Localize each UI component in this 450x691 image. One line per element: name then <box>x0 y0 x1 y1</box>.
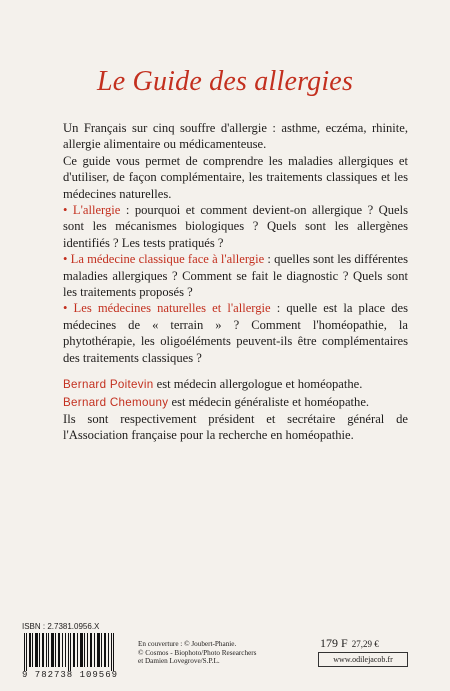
price-euros: 27,29 € <box>351 639 379 649</box>
credits-line-3: et Damien Lovegrove/S.P.L. <box>138 657 220 666</box>
intro-text-1: Un Français sur cinq souffre d'allergie : asthme, eczéma, rhinite, allergie alimentaire ou médicamenteuse. <box>63 121 408 152</box>
bullet-dot-icon: • <box>63 252 71 267</box>
cover-credits <box>138 640 288 666</box>
bullet-dot-icon: • <box>63 301 74 316</box>
footer <box>20 622 430 682</box>
author-1 <box>63 376 408 393</box>
intro-paragraph-2 <box>63 153 408 202</box>
intro-paragraph-1 <box>63 120 408 153</box>
price <box>320 636 379 651</box>
barcode-digits: 9 782738 109569 <box>22 670 119 680</box>
bullet-text-medecine-classique: : quelles sont les différentes maladies allergiques ? Comment se fait le diagnostic ? Quels sont les traitements proposés ? <box>63 252 408 300</box>
author-1-desc: est médecin allergologue et homéopathe. <box>153 377 363 392</box>
bullet-label-medecines-naturelles: Les médecines naturelles et l'allergie <box>73 301 271 316</box>
price-francs: 179 F <box>320 636 348 650</box>
credits-line-2: © Cosmos - Biophoto/Photo Researchers <box>138 648 257 657</box>
credits-line-1: En couverture : © Joubert-Phanie. <box>138 640 237 648</box>
bullet-label-allergie: L'allergie <box>72 203 121 218</box>
author-2-name: Bernard Chemouny <box>63 395 169 409</box>
publisher-url: www.odilejacob.fr <box>318 652 408 667</box>
bullet-medecine-classique <box>63 251 408 300</box>
author-2 <box>63 394 408 411</box>
author-2-desc: est médecin généraliste et homéopathe. <box>168 394 370 409</box>
bullet-allergie <box>63 202 408 251</box>
authors-section <box>63 376 408 444</box>
bullet-text-allergie: : pourquoi et comment devient-on allergique ? Quels sont les mécanismes biologiques ? Quels sont les allergènes identifiés ? Les tests pratiqués ? <box>63 203 409 250</box>
bullet-medecines-naturelles <box>63 300 408 366</box>
bullet-label-medecine-classique: La médecine classique face à l'allergie <box>70 252 265 267</box>
bullet-dot-icon: • <box>63 203 73 218</box>
description <box>63 120 408 444</box>
barcode-icon <box>22 633 117 671</box>
authors-roles: Ils sont respectivement président et secrétaire général de l'Association française pour la recherche en homéopathie. <box>63 411 408 443</box>
isbn: ISBN : 2.7381.0956.X <box>22 622 100 631</box>
book-title: Le Guide des allergies <box>96 66 354 97</box>
bullet-text-medecines-naturelles: : quelle est la place des médecines de « terrain » ? Comment l'homéopathie, la phytothérapie, les oligoéléments peuvent-ils être complémentaires des traitements classiques ? <box>63 301 408 365</box>
intro-text-2: Ce guide vous permet de comprendre les maladies allergiques et d'utiliser, de façon complémentaire, les traitements classiques et les médecines naturelles. <box>63 153 408 201</box>
author-1-name: Bernard Poitevin <box>63 378 154 392</box>
